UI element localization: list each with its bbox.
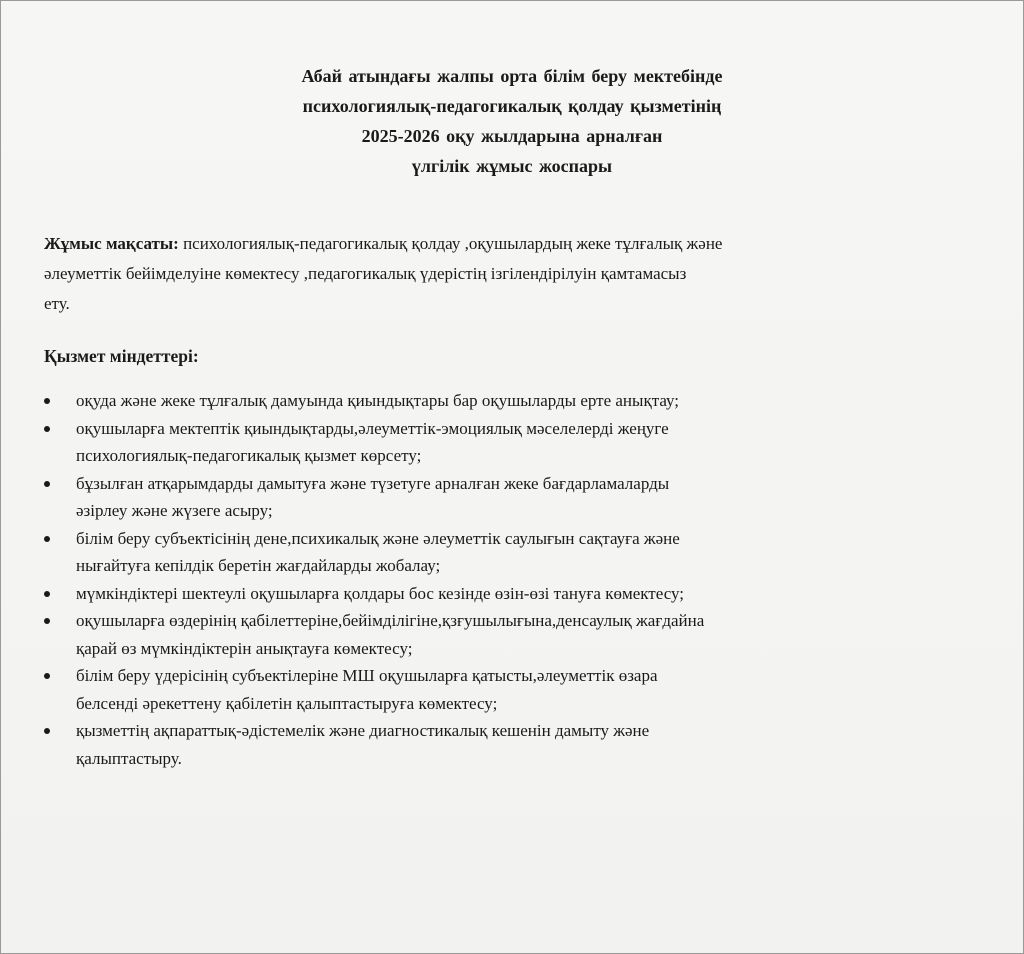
task-item: [44, 580, 944, 608]
tasks-list: [44, 387, 944, 772]
task-line: оқуда және жеке тұлғалық дамуында қиындықтары бар оқушыларды ерте анықтау;: [76, 391, 680, 410]
title-line-2: психологиялық-педагогикалық қолдау қызметінің: [302, 96, 722, 116]
task-item: [44, 662, 944, 717]
goal-line-1: [44, 229, 944, 259]
title-line-4: үлгілік жұмыс жоспары: [411, 156, 613, 176]
task-line: оқушыларға өздерінің қабілеттеріне,бейімділігіне,қзғушылығына,денсаулық жағдайна: [76, 611, 705, 630]
task-line: психологиялық-педагогикалық қызмет көрсету;: [76, 446, 422, 465]
title-line-3: 2025-2026 оқу жылдарына арналған: [361, 126, 663, 146]
task-line: мүмкіндіктері шектеулі оқушыларға қолдары бос кезінде өзін-өзі тануға көмектесу;: [76, 583, 685, 603]
task-line: нығайтуға кепілдік беретін жағдайларды жобалау;: [76, 556, 441, 575]
goal-line-2: әлеуметтік бейімделуіне көмектесу ,педагогикалық үдерістің ізгілендірілуін қамтамасыз: [44, 264, 687, 283]
task-line: белсенді әрекеттену қабілетін қалыптастыруға көмектесу;: [76, 693, 498, 713]
task-line: әзірлеу және жүзеге асыру;: [76, 501, 273, 520]
goal-label: Жұмыс мақсаты:: [44, 234, 179, 253]
task-line: оқушыларға мектептік қиындықтарды,әлеуметтік-эмоциялық мәселелерді жеңуге: [76, 418, 669, 438]
title-line-1: Абай атындағы жалпы орта білім беру мектебінде: [301, 66, 723, 86]
tasks-heading: Қызмет міндеттері:: [44, 346, 199, 366]
task-line: қарай өз мүмкіндіктерін анықтауға көмектесу;: [76, 638, 413, 658]
task-item: [44, 415, 944, 470]
task-item: [44, 607, 944, 662]
task-line: қызметтің ақпараттық-әдістемелік және диагностикалық кешенін дамыту және: [76, 721, 650, 740]
goal-text-1: психологиялық-педагогикалық қолдау ,оқушылардың жеке тұлғалық және: [178, 234, 723, 253]
document-title: [1, 61, 1023, 181]
task-item: [44, 717, 944, 772]
goal-line-3: ету.: [44, 294, 70, 313]
task-line: бұзылған атқарымдарды дамытуға және түзетуге арналған жеке бағдарламаларды: [76, 473, 670, 493]
task-line: білім беру үдерісінің субъектілеріне МШ оқушыларға қатысты,әлеуметтік өзара: [76, 666, 658, 685]
task-item: [44, 387, 944, 415]
task-line: қалыптастыру.: [76, 748, 182, 768]
task-item: [44, 470, 944, 525]
task-line: білім беру субъектісінің дене,психикалық және әлеуметтік саулығын сақтауға және: [76, 528, 680, 548]
task-item: [44, 525, 944, 580]
goal-paragraph: [44, 229, 944, 319]
